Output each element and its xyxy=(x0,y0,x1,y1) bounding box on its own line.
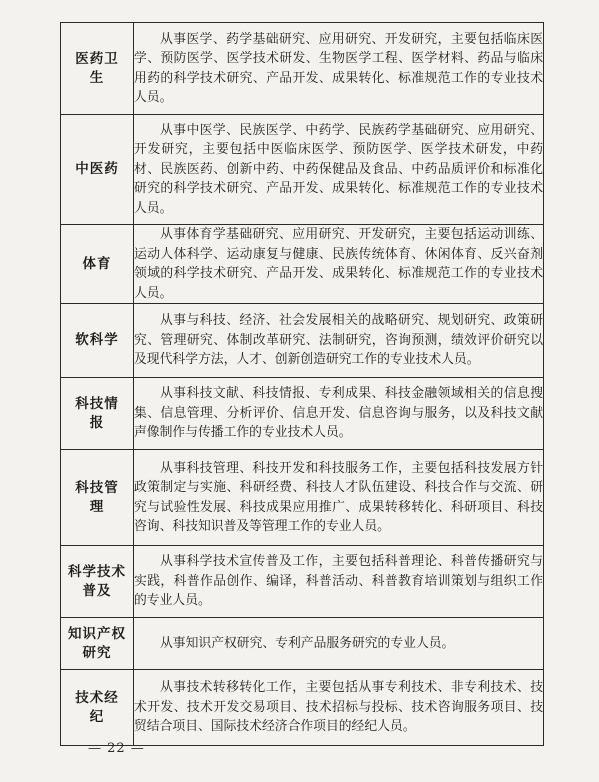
category-description: 从事中医学、民族医学、中药学、民族药学基础研究、应用研究、开发研究，主要包括中医临床医学、预防医学、医学技术研发，中药材、民族医药、创新中药、中药保健品及食品、中药品质评价和标准化研究的科学技术研究、产品开发、成果转化、标准规范工作的专业技术人员。 xyxy=(134,115,544,225)
category-name: 科技管理 xyxy=(61,450,134,546)
category-name: 技术经纪 xyxy=(61,670,134,746)
category-description: 从事技术转移转化工作，主要包括从事专利技术、非专利技术、技术开发、技术开发交易项目、技术招标与投标、技术咨询服务项目、技贸结合项目、国际技术经济合作项目的经纪人员。 xyxy=(134,670,544,746)
category-name: 知识产权研究 xyxy=(61,618,134,670)
table-row xyxy=(61,450,544,546)
category-description: 从事科学技术宣传普及工作，主要包括科普理论、科普传播研究与实践，科普作品创作、编译，科普活动、科普教育培训策划与组织工作的专业人员。 xyxy=(134,546,544,618)
table-row xyxy=(61,115,544,225)
category-description: 从事医学、药学基础研究、应用研究、开发研究，主要包括临床医学、预防医学、医学技术研发、生物医学工程、医学材料、药品与临床用药的科学技术研究、产品开发、成果转化、标准规范工作的专业技术人员。 xyxy=(134,23,544,115)
table-row xyxy=(61,378,544,450)
category-name: 软科学 xyxy=(61,304,134,378)
category-table-body xyxy=(61,23,544,746)
category-name: 中医药 xyxy=(61,115,134,225)
category-name: 医药卫生 xyxy=(61,23,134,115)
table-row xyxy=(61,225,544,304)
category-name: 科技情报 xyxy=(61,378,134,450)
category-description: 从事体育学基础研究、应用研究、开发研究，主要包括运动训练、运动人体科学、运动康复与健康、民族传统体育、休闲体育、反兴奋剂领域的科学技术研究、产品开发、成果转化、标准规范工作的专业技术人员。 xyxy=(134,225,544,304)
category-description: 从事科技管理、科技开发和科技服务工作，主要包括科技发展方针政策制定与实施、科研经费、科技人才队伍建设、科技合作与交流、研究与试验性发展、科技成果应用推广、成果转移转化、科研项目、科技咨询、科技知识普及等管理工作的专业人员。 xyxy=(134,450,544,546)
table-row xyxy=(61,23,544,115)
category-name: 科学技术普及 xyxy=(61,546,134,618)
category-name: 体育 xyxy=(61,225,134,304)
page-number: — 22 — xyxy=(88,741,145,756)
category-description: 从事与科技、经济、社会发展相关的战略研究、规划研究、政策研究、管理研究、体制改革研究、法制研究，咨询预测，绩效评价研究以及现代科学方法，人才、创新创造研究工作的专业技术人员。 xyxy=(134,304,544,378)
table-row xyxy=(61,304,544,378)
table-row xyxy=(61,618,544,670)
category-description: 从事知识产权研究、专利产品服务研究的专业人员。 xyxy=(134,618,544,670)
table-row xyxy=(61,670,544,746)
category-description: 从事科技文献、科技情报、专利成果、科技金融领域相关的信息搜集、信息管理、分析评价、信息开发、信息咨询与服务，以及科技文献声像制作与传播工作的专业技术人员。 xyxy=(134,378,544,450)
table-row xyxy=(61,546,544,618)
category-table xyxy=(60,22,544,746)
